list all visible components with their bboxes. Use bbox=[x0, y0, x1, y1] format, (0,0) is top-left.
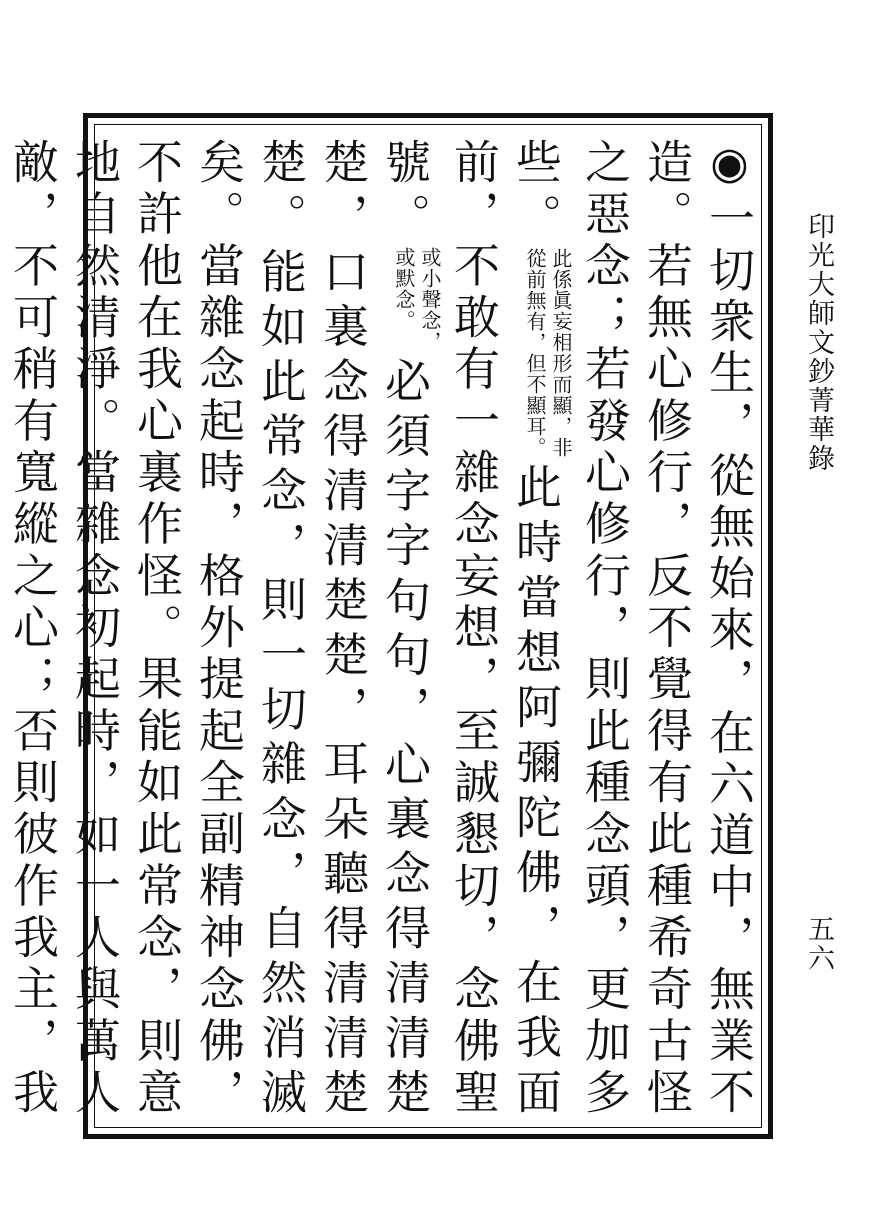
annotation-note-2-line-2: 或默念。 bbox=[392, 247, 416, 332]
paragraph-1: 一切衆生，從無始來，在六道中，無業不造。若無心修行，反不覺得有此種希奇古怪之惡念；若發心修行，則此種念頭，更加多些。 bbox=[509, 138, 756, 1119]
page-number: 五六 bbox=[803, 915, 834, 973]
book-title: 印光大師文鈔菁華錄 bbox=[803, 212, 834, 473]
paragraph-2: 此時當想阿彌陀佛，在我面前，不敢有一雜念妄想，至誠懇切，念佛聖號。 bbox=[378, 138, 563, 1118]
bullet-icon: ◉ bbox=[704, 138, 755, 195]
annotation-note-1 bbox=[522, 248, 574, 458]
annotation-note-2 bbox=[391, 247, 443, 352]
paragraph-3: 必須字字句句，心裏念得清清楚楚，口裏念得清清楚楚，耳朵聽得清清楚楚。能如此常念，則一切雜念，自然消滅矣。當雜念起時，格外提起全副精神念佛，不許他在我心裏作怪。果能如此常念，則意地自然清淨。當雜念初起時，如一人與萬人敵，不可稍有寬縱之心；否則彼作我主，我 bbox=[6, 138, 432, 1118]
annotation-note-1-line-1: 此係眞妄相形而顯，非 bbox=[549, 248, 573, 458]
annotation-note-2-line-1: 或小聲念， bbox=[418, 247, 442, 353]
annotation-note-1-line-2: 從前無有，但不顯耳。 bbox=[523, 248, 547, 458]
main-text-block bbox=[6, 138, 760, 1119]
